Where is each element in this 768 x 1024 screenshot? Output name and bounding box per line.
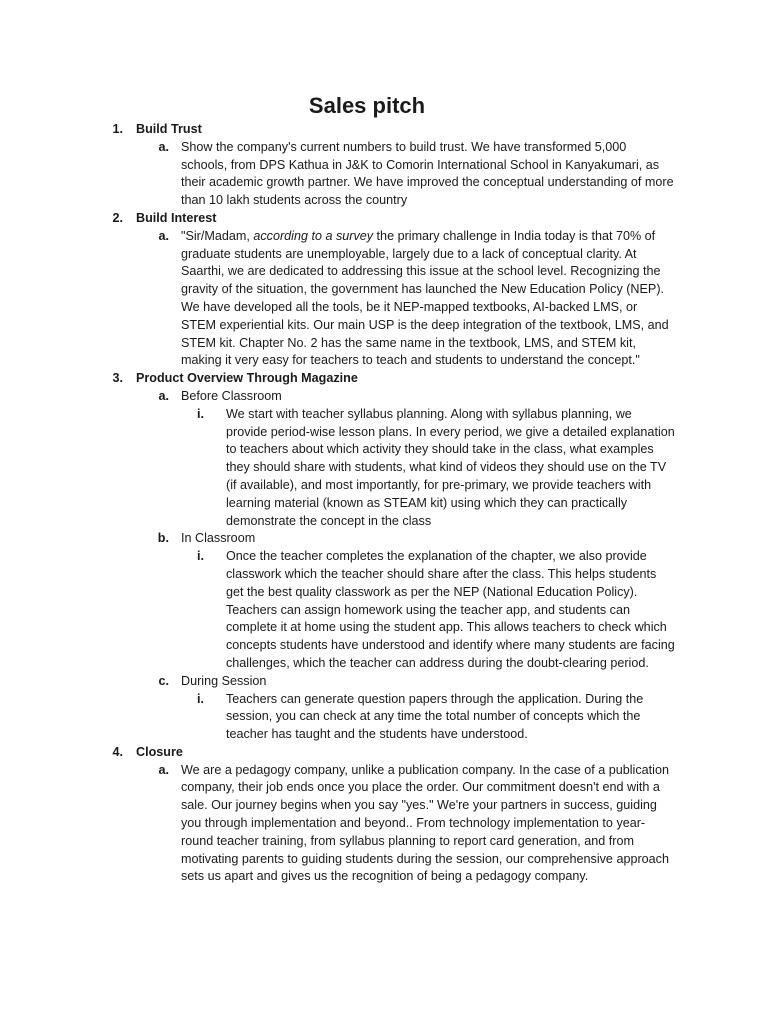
item-text-italic: according to a survey [253, 228, 374, 243]
item-text-rest: the primary challenge in India today is that 70% of graduate students are unemployable, largely due to a lack of conceptual clarity. At Saarthi, we are dedicated to addressing this issue at the school level. Recognizing the gravity of the situation, the government has launched the New Education Policy (NEP). We have developed all the tools, be it NEP-mapped textbooks, AI-backed LMS, or STEM experiential kits. Our main USP is the deep integration of the textbook, LMS, and STEM kit. Chapter No. 2 has the same name in the textbook, LMS, and STEM kit, making it very easy for teachers to teach and students to understand the concept." [181, 228, 669, 368]
subsection-label: Before Classroom [181, 388, 282, 403]
section-product-overview [0, 370, 696, 388]
section-build-trust [0, 121, 696, 139]
list-item [0, 406, 675, 531]
subsection-label: During Session [181, 673, 267, 688]
section-heading: Build Interest [136, 210, 217, 225]
page-title: Sales pitch [308, 93, 426, 118]
subsection-marker: a. [158, 388, 169, 403]
section-heading: Build Trust [136, 122, 202, 136]
item-text [181, 228, 675, 370]
section-heading: Product Overview Through Magazine [136, 371, 358, 386]
section-number: 4. [112, 744, 123, 759]
item-marker: a. [158, 762, 169, 777]
subsection-marker: c. [158, 673, 169, 688]
section-number: 3. [112, 371, 123, 386]
subsection-in-classroom [0, 530, 675, 548]
section-number: 2. [112, 210, 123, 225]
list-item [0, 228, 675, 370]
list-item [0, 139, 675, 210]
subsection-before-classroom [0, 388, 675, 406]
item-text-lead: "Sir/Madam, [181, 228, 254, 243]
item-text: Teachers can generate question papers through the application. During the session, you can check at any time the total number of concepts which the teacher has taught and the students have understood. [226, 691, 644, 742]
list-item [0, 762, 675, 887]
list-item [0, 548, 675, 673]
document-body [0, 121, 768, 886]
item-marker: i. [197, 406, 204, 421]
item-text: We start with teacher syllabus planning. Along with syllabus planning, we provide period-wise lesson plans. In every period, we give a detailed explanation to teachers about which activity they should take in the class, what examples they should share with students, what kind of videos they should use on the TV (if available), and most importantly, for pre-primary, we provide teachers with learning material (known as STEAM kit) using which they can practically demonstrate the concept in the class [226, 406, 675, 528]
item-text: Show the company's current numbers to build trust. We have transformed 5,000 schools, from DPS Kathua in J&K to Comorin International School in Kanyakumari, as their academic growth partner. We have improved the conceptual understanding of more than 10 lakh students across the country [181, 139, 674, 208]
section-heading: Closure [136, 744, 183, 759]
subsection-marker: b. [157, 531, 169, 546]
section-number: 1. [112, 122, 123, 136]
item-marker: i. [197, 549, 204, 564]
section-build-interest [0, 210, 696, 228]
section-closure [0, 744, 696, 762]
item-text: We are a pedagogy company, unlike a publication company. In the case of a publication company, their job ends once you place the order. Our commitment doesn't end with a sale. Our journey begins when you say "yes." We're your partners in success, guiding you through implementation and beyond.. From technology implementation to year-round teacher training, from syllabus planning to report card generation, and from motivating parents to guiding students during the session, our comprehensive approach sets us apart and gives us the recognition of being a pedagogy company. [181, 762, 669, 884]
item-marker: a. [158, 139, 169, 154]
subsection-label: In Classroom [181, 531, 256, 546]
item-marker: i. [197, 691, 204, 706]
subsection-during-session [0, 673, 675, 691]
list-item [0, 691, 675, 744]
item-text: Once the teacher completes the explanation of the chapter, we also provide classwork which the teacher should share after the class. This helps students get the best quality classwork as per the NEP (National Education Policy). Teachers can assign homework using the teacher app, and students can complete it at home using the student app. This allows teachers to check which concepts students have understood and identify where many students are facing challenges, which the teacher can address during the doubt-clearing period. [226, 549, 675, 670]
item-marker: a. [158, 228, 169, 243]
